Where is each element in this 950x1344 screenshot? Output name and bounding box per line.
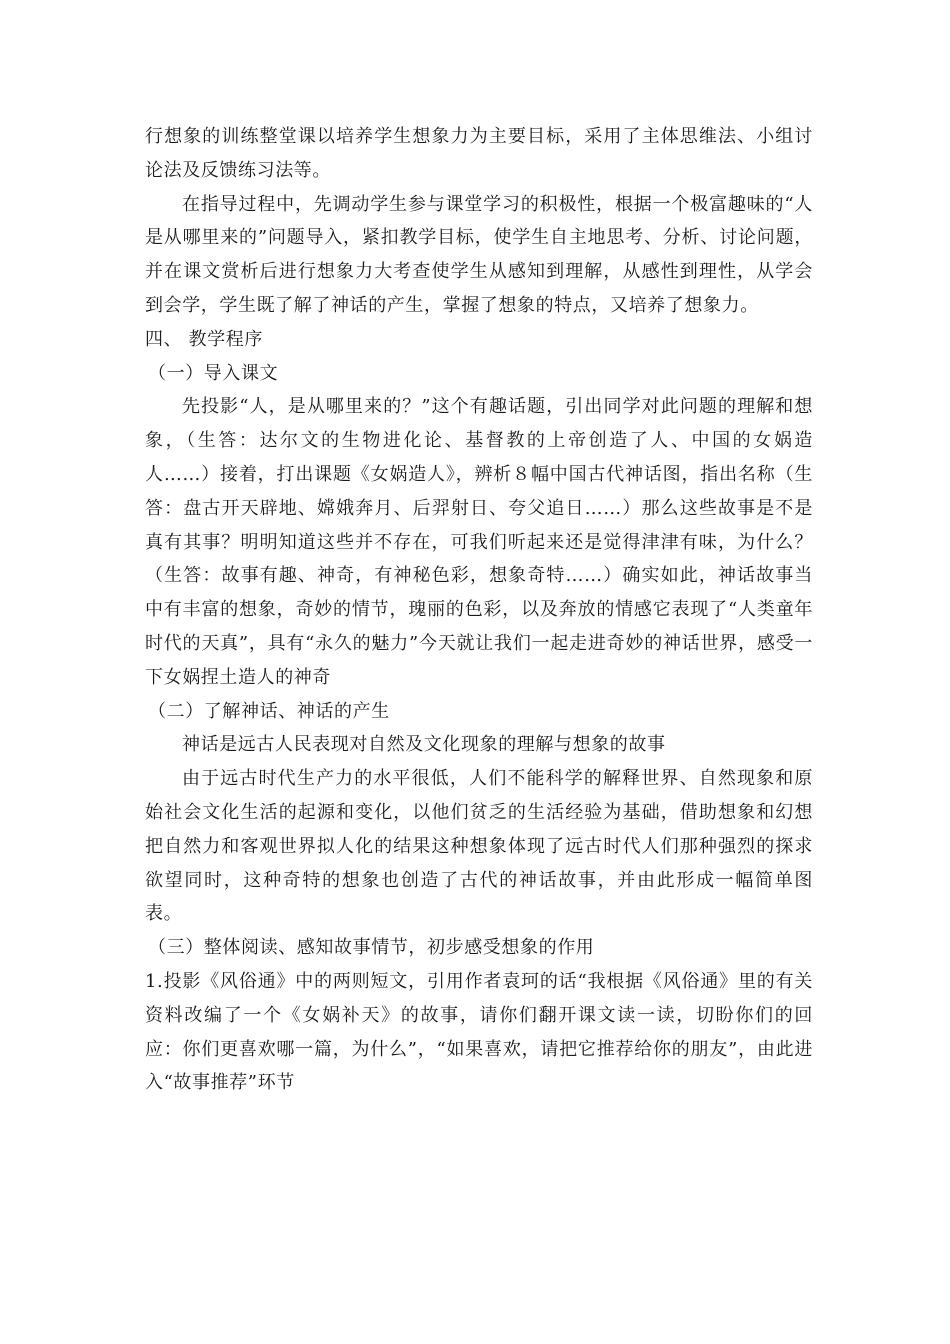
subheading-understand-myth: （二）了解神话、神话的产生 — [148, 700, 390, 722]
subheading-overall-reading: （三）整体阅读、感知故事情节，初步感受想象的作用 — [148, 937, 595, 959]
paragraph-item-1: 1.投影《风俗通》中的两则短文，引用作者袁珂的话“我根据《风俗通》里的有关资料改编了一个《女娲补天》的故事，请你们翻开课文读一读，切盼你们的回应：你们更喜欢哪一篇，为什么”，“如果喜欢，请把它推荐给你的朋友”，由此进入“故事推荐”环节 — [145, 970, 813, 1094]
subheading-introduction: （一）导入课文 — [148, 362, 279, 384]
paragraph-myth-origin: 由于远古时代生产力的水平很低，人们不能科学的解释世界、自然现象和原始社会文化生活的起源和变化，以他们贫乏的生活经验为基础，借助想象和幻想把自然力和客观世界拟人化的结果这种想象体现了远古时代人们那种强烈的探求欲望同时，这种奇特的想象也创造了古代的神话故事，并由此形成一幅简单图表。 — [145, 768, 813, 925]
document-body — [145, 120, 813, 1100]
paragraph-continued: 行想象的训练整堂课以培养学生想象力为主要目标，采用了主体思维法、小组讨论法及反馈练习法等。 — [145, 126, 813, 181]
paragraph-introduction: 先投影“人，是从哪里来的？”这个有趣话题，引出同学对此问题的理解和想象，（生答：达尔文的生物进化论、基督教的上帝创造了人、中国的女娲造人……）接着，打出课题《女娲造人》，辨析８幅中国古代神话图，指出名称（生答：盘古开天辟地、嫦娥奔月、后羿射日、夸父追日……）那么这些故事是不是真有其事？明明知道这些并不存在，可我们听起来还是觉得津津有味，为什么？（生答：故事有趣、神奇，有神秘色彩，想象奇特……）确实如此，神话故事当中有丰富的想象，奇妙的情节，瑰丽的色彩，以及奔放的情感它表现了“人类童年时代的天真”，具有“永久的魅力”今天就让我们一起走进奇妙的神话世界，感受一下女娲捏土造人的神奇 — [145, 396, 813, 688]
paragraph-myth-definition: 神话是远古人民表现对自然及文化现象的理解与想象的故事 — [182, 734, 666, 756]
section-heading-teaching-procedure: 四、 教学程序 — [145, 328, 263, 350]
paragraph-guidance-process: 在指导过程中，先调动学生参与课堂学习的积极性，根据一个极富趣味的“人是从哪里来的”问题导入，紧扣教学目标，使学生自主地思考、分析、讨论问题，并在课文赏析后进行想象力大考查使学生从感知到理解，从感性到理性，从学会到会学，学生既了解了神话的产生，掌握了想象的特点，又培养了想象力。 — [145, 193, 813, 316]
